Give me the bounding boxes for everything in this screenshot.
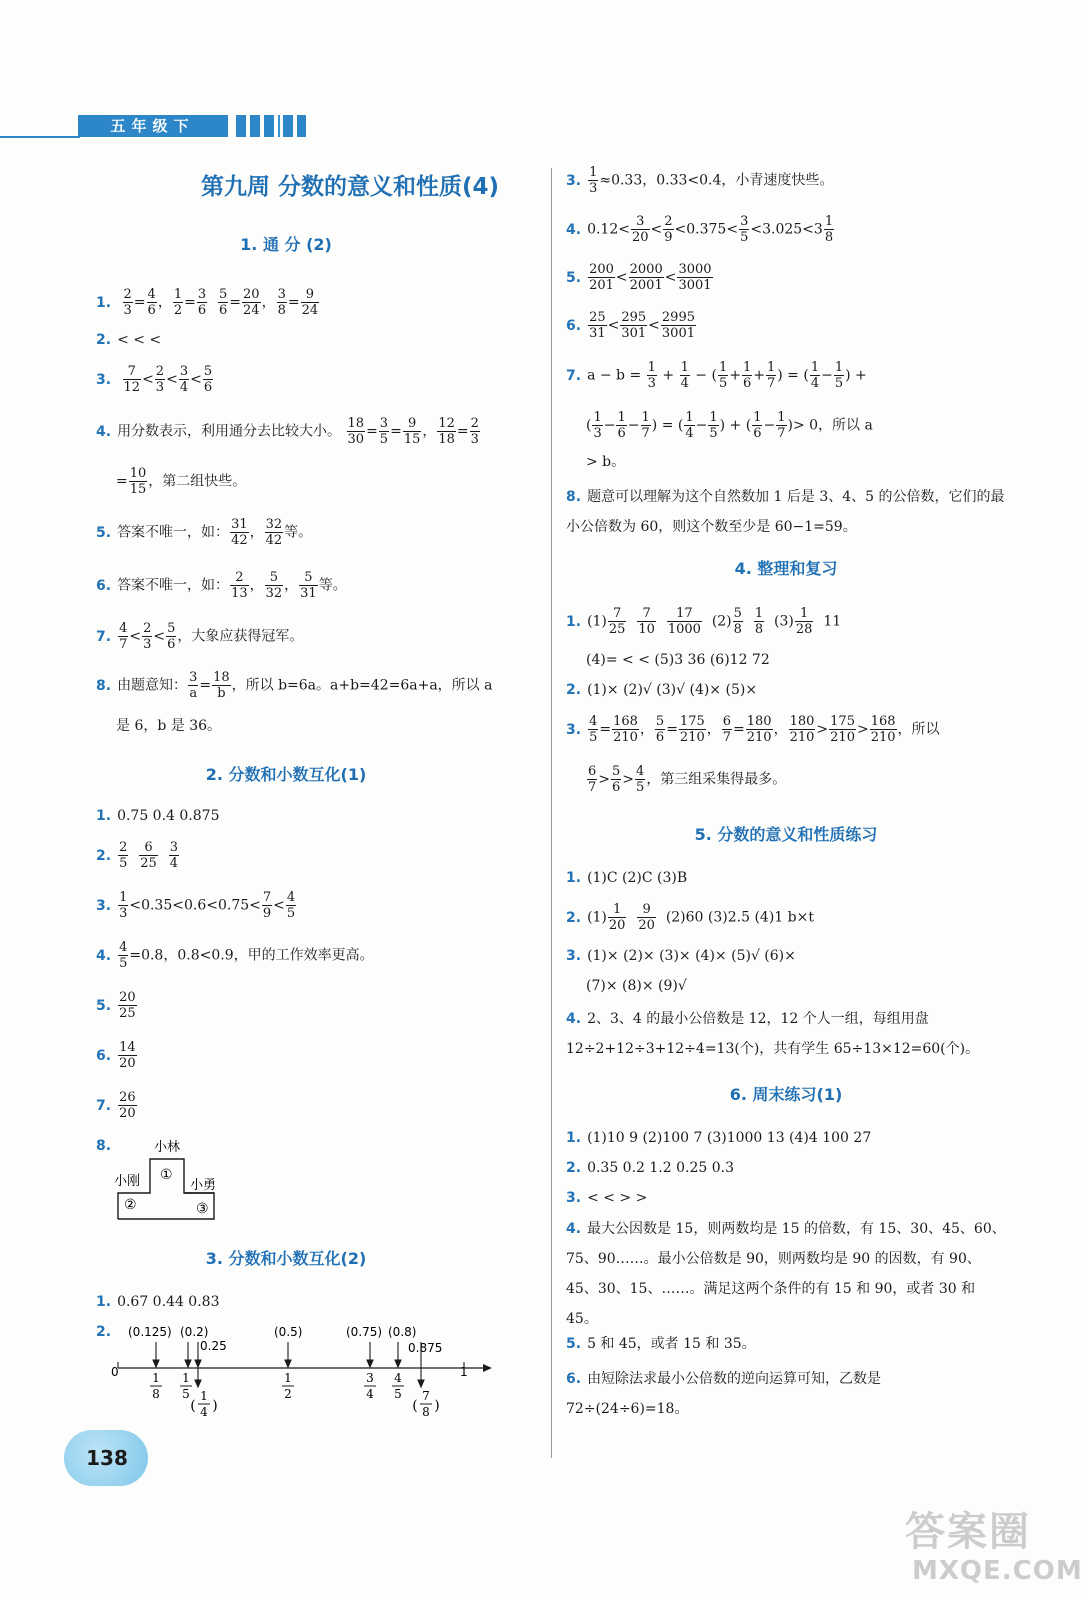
section-title-2: 2. 分数和小数互化(1) — [205, 765, 367, 784]
podium-rank-2: ② — [124, 1197, 137, 1213]
svg-text:1: 1 — [182, 1371, 190, 1385]
svg-text:8: 8 — [422, 1405, 430, 1419]
s2-q3: 3. $\frac{1}{3}$ <0.35<0.6<0.75< $\frac{7}{9}$ < $\frac{4}{5}$ — [96, 890, 296, 921]
watermark-url: MXQE.COM — [912, 1556, 1083, 1586]
podium-left-label: 小刚 — [114, 1174, 141, 1189]
s5-q4: 4. 2、3、4 的最小公倍数是 12，12 个人一组，每组用盘 12÷2+12÷3+12÷4=13(个)，共有学生 65÷13×12=60(个)。 — [566, 1011, 980, 1057]
svg-text:): ) — [434, 1398, 440, 1414]
svg-text:4: 4 — [366, 1387, 374, 1401]
s3-q4: 4. 0.12< $\frac{3}{20}$ < $\frac{2}{9}$ <0.375< $\frac{3}{5}$ <3.025<3 $\frac{1}{8}$ — [566, 214, 834, 245]
svg-text:1: 1 — [284, 1371, 292, 1385]
podium-rank-3: ③ — [196, 1201, 209, 1217]
s3-q2-num: 2. — [96, 1324, 112, 1340]
nl-label-02: (0.2) — [180, 1325, 209, 1339]
s5-q1: 1. (1)C (2)C (3)B — [566, 870, 688, 886]
s2-q1: 1. 0.75 0.4 0.875 — [96, 808, 220, 824]
s4-q2: 2. (1)× (2)√ (3)√ (4)× (5)× — [566, 682, 758, 698]
podium-top-label: 小林 — [154, 1140, 181, 1155]
section-title-1: 1. 通 分 (2) — [240, 235, 332, 254]
svg-text:7: 7 — [422, 1389, 430, 1403]
nl-label-0875: 0.875 — [408, 1341, 443, 1355]
s1-q1: 1. $\frac{2}{3}$ = $\frac{4}{6}$ ， $\frac{1}{2}$ = $\frac{3}{6}$ $\frac{5}{6}$ = $\frac{20}{24}$ ， $\frac{3}{8}$ = $\frac{9}{24}$ — [96, 287, 319, 318]
s4-q3: 3. $\frac{4}{5}$ = $\frac{168}{210}$ ， $\frac{5}{6}$ = $\frac{175}{210}$ ， $\frac{6}{7}$ = $\frac{180}{210}$ ， $\frac{180}{210}$ > $\frac{175}{210}$ > $\frac{168}{210}$ ，所以 — [566, 714, 940, 745]
svg-text:3: 3 — [366, 1371, 374, 1385]
s2-q5: 5. $\frac{20}{25}$ — [96, 990, 136, 1021]
s1-q8-cont: 是 6，b 是 36。 — [116, 718, 222, 734]
svg-text:2: 2 — [284, 1387, 292, 1401]
s3-q3: 3. $\frac{1}{3}$ ≈0.33，0.33<0.4，小青速度快些。 — [566, 165, 834, 196]
s6-q3: 3. < < > > — [566, 1190, 648, 1206]
s1-q7: 7. $\frac{4}{7}$ < $\frac{2}{3}$ < $\frac{5}{6}$ ，大象应获得冠军。 — [96, 621, 304, 652]
s1-q2: 2. < < < — [96, 332, 162, 348]
s1-q3: 3. $\frac{7}{12}$ < $\frac{2}{3}$ < $\frac{3}{4}$ < $\frac{5}{6}$ — [96, 364, 213, 395]
nl-zero: 0 — [111, 1365, 119, 1379]
section-title-6: 6. 周末练习(1) — [729, 1085, 843, 1104]
s2-q8-num: 8. — [96, 1138, 112, 1154]
s4-q3-cont: $\frac{6}{7}$ > $\frac{5}{6}$ > $\frac{4}{5}$ ，第三组采集得最多。 — [588, 764, 787, 795]
s2-q2: 2. $\frac{2}{5}$ $\frac{6}{25}$ $\frac{3}{4}$ — [96, 840, 178, 871]
s4-q1-row2: (4)= < < (5)3 36 (6)12 72 — [586, 652, 770, 668]
s6-q1: 1. (1)10 9 (2)100 7 (3)1000 13 (4)4 100 27 — [566, 1130, 872, 1146]
svg-text:5: 5 — [182, 1387, 190, 1401]
nl-label-08: (0.8) — [388, 1325, 417, 1339]
number-line — [108, 1320, 498, 1425]
nl-label-05: (0.5) — [274, 1325, 303, 1339]
s5-q3: 3. (1)× (2)× (3)× (4)× (5)√ (6)× — [566, 948, 796, 964]
s3-q7: 7. a − b = $\frac{1}{3}$ + $\frac{1}{4}$ − ( $\frac{1}{5}$ + $\frac{1}{6}$ + $\frac{1}{7}$ ) = ( $\frac{1}{4}$ − $\frac{1}{5}$ ) + — [566, 360, 867, 391]
podium-diagram — [110, 1135, 230, 1225]
s3-q1: 1. 0.67 0.44 0.83 — [96, 1294, 220, 1310]
grade-label: 五年级下 — [110, 117, 195, 135]
nl-one: 1 — [460, 1365, 468, 1379]
nl-label-075: (0.75) — [346, 1325, 383, 1339]
s3-q7-end: > b。 — [586, 454, 626, 470]
s6-q4: 4. 最大公因数是 15，则两数均是 15 的倍数，有 15、30、45、60、75、90……。最小公倍数是 90，则两数均是 90 的因数，有 90、45、30、15、……。满足这两个条件的有 15 和 90，或者 30 和 45。 — [566, 1221, 1006, 1327]
s1-q8: 8. 由题意知： $\frac{3}{a}$ = $\frac{18}{b}$ ，所以 b=6a。a+b=42=6a+a，所以 a — [96, 670, 493, 701]
svg-text:8: 8 — [152, 1387, 160, 1401]
svg-text:(: ( — [412, 1398, 418, 1414]
s3-q6: 6. $\frac{25}{31}$ < $\frac{295}{301}$ < $\frac{2995}{3001}$ — [566, 310, 695, 341]
week-title: 第九周 分数的意义和性质(4) — [200, 174, 500, 200]
s1-q6: 6. 答案不唯一，如： $\frac{2}{13}$ ， $\frac{5}{32}$ ， $\frac{5}{31}$ 等。 — [96, 570, 347, 601]
nl-label-025: 0.25 — [200, 1339, 227, 1353]
s1-q4: 4. 用分数表示，利用通分去比较大小。 $\frac{18}{30}$ = $\frac{3}{5}$ = $\frac{9}{15}$ ， $\frac{12}{18}$ = $\frac{2}{3}$ — [96, 416, 479, 447]
s2-q4: 4. $\frac{4}{5}$ =0.8，0.8<0.9，甲的工作效率更高。 — [96, 940, 374, 971]
section-title-3: 3. 分数和小数互化(2) — [205, 1249, 367, 1268]
s2-q6: 6. $\frac{14}{20}$ — [96, 1040, 136, 1071]
s4-q1: 1. (1) $\frac{7}{25}$ $\frac{7}{10}$ $\frac{17}{1000}$ (2) $\frac{5}{8}$ $\frac{1}{8}$ (3) $\frac{1}{28}$ 11 — [566, 606, 842, 637]
svg-text:1: 1 — [200, 1389, 208, 1403]
s6-q6: 6. 由短除法求最小公倍数的逆向运算可知，乙数是 72÷(24÷6)=18。 — [566, 1371, 882, 1417]
s1-q5: 5. 答案不唯一，如： $\frac{31}{42}$ ， $\frac{32}{42}$ 等。 — [96, 517, 313, 548]
s6-q5: 5. 5 和 45，或者 15 和 35。 — [566, 1336, 756, 1352]
page-number: 138 — [86, 1446, 128, 1470]
podium-right-label: 小勇 — [190, 1178, 217, 1193]
watermark-logo: 答案圈 — [905, 1509, 1031, 1555]
podium-rank-1: ① — [160, 1167, 173, 1183]
section-title-5: 5. 分数的意义和性质练习 — [694, 825, 878, 844]
svg-text:): ) — [212, 1398, 218, 1414]
s3-q5: 5. $\frac{200}{201}$ < $\frac{2000}{2001}$ < $\frac{3000}{3001}$ — [566, 262, 712, 293]
svg-text:4: 4 — [394, 1371, 402, 1385]
s5-q2: 2. (1) $\frac{1}{20}$ $\frac{9}{20}$ (2)60 (3)2.5 (4)1 b×t — [566, 902, 814, 933]
svg-text:1: 1 — [152, 1371, 160, 1385]
header-rule — [0, 136, 80, 138]
s1-q4-cont: = $\frac{10}{15}$ ，第二组快些。 — [116, 466, 247, 497]
s3-q8: 8. 题意可以理解为这个自然数加 1 后是 3、4、5 的公倍数，它们的最小公倍数为 60，则这个数至少是 60−1=59。 — [566, 489, 1005, 535]
s5-q3-row2: (7)× (8)× (9)√ — [586, 978, 687, 994]
header-stripes — [236, 115, 306, 137]
s3-q7-cont: ( $\frac{1}{3}$ − $\frac{1}{6}$ − $\frac{1}{7}$ ) = ( $\frac{1}{4}$ − $\frac{1}{5}$ ) + ( $\frac{1}{6}$ − $\frac{1}{7}$ )> 0，所以 a — [586, 410, 873, 441]
svg-text:5: 5 — [394, 1387, 402, 1401]
svg-text:(: ( — [190, 1398, 196, 1414]
section-title-4: 4. 整理和复习 — [734, 559, 838, 578]
column-divider — [551, 168, 552, 1458]
nl-label-0125: (0.125) — [128, 1325, 172, 1339]
s2-q7: 7. $\frac{26}{20}$ — [96, 1090, 136, 1121]
svg-text:4: 4 — [200, 1405, 208, 1419]
s6-q2: 2. 0.35 0.2 1.2 0.25 0.3 — [566, 1160, 735, 1176]
